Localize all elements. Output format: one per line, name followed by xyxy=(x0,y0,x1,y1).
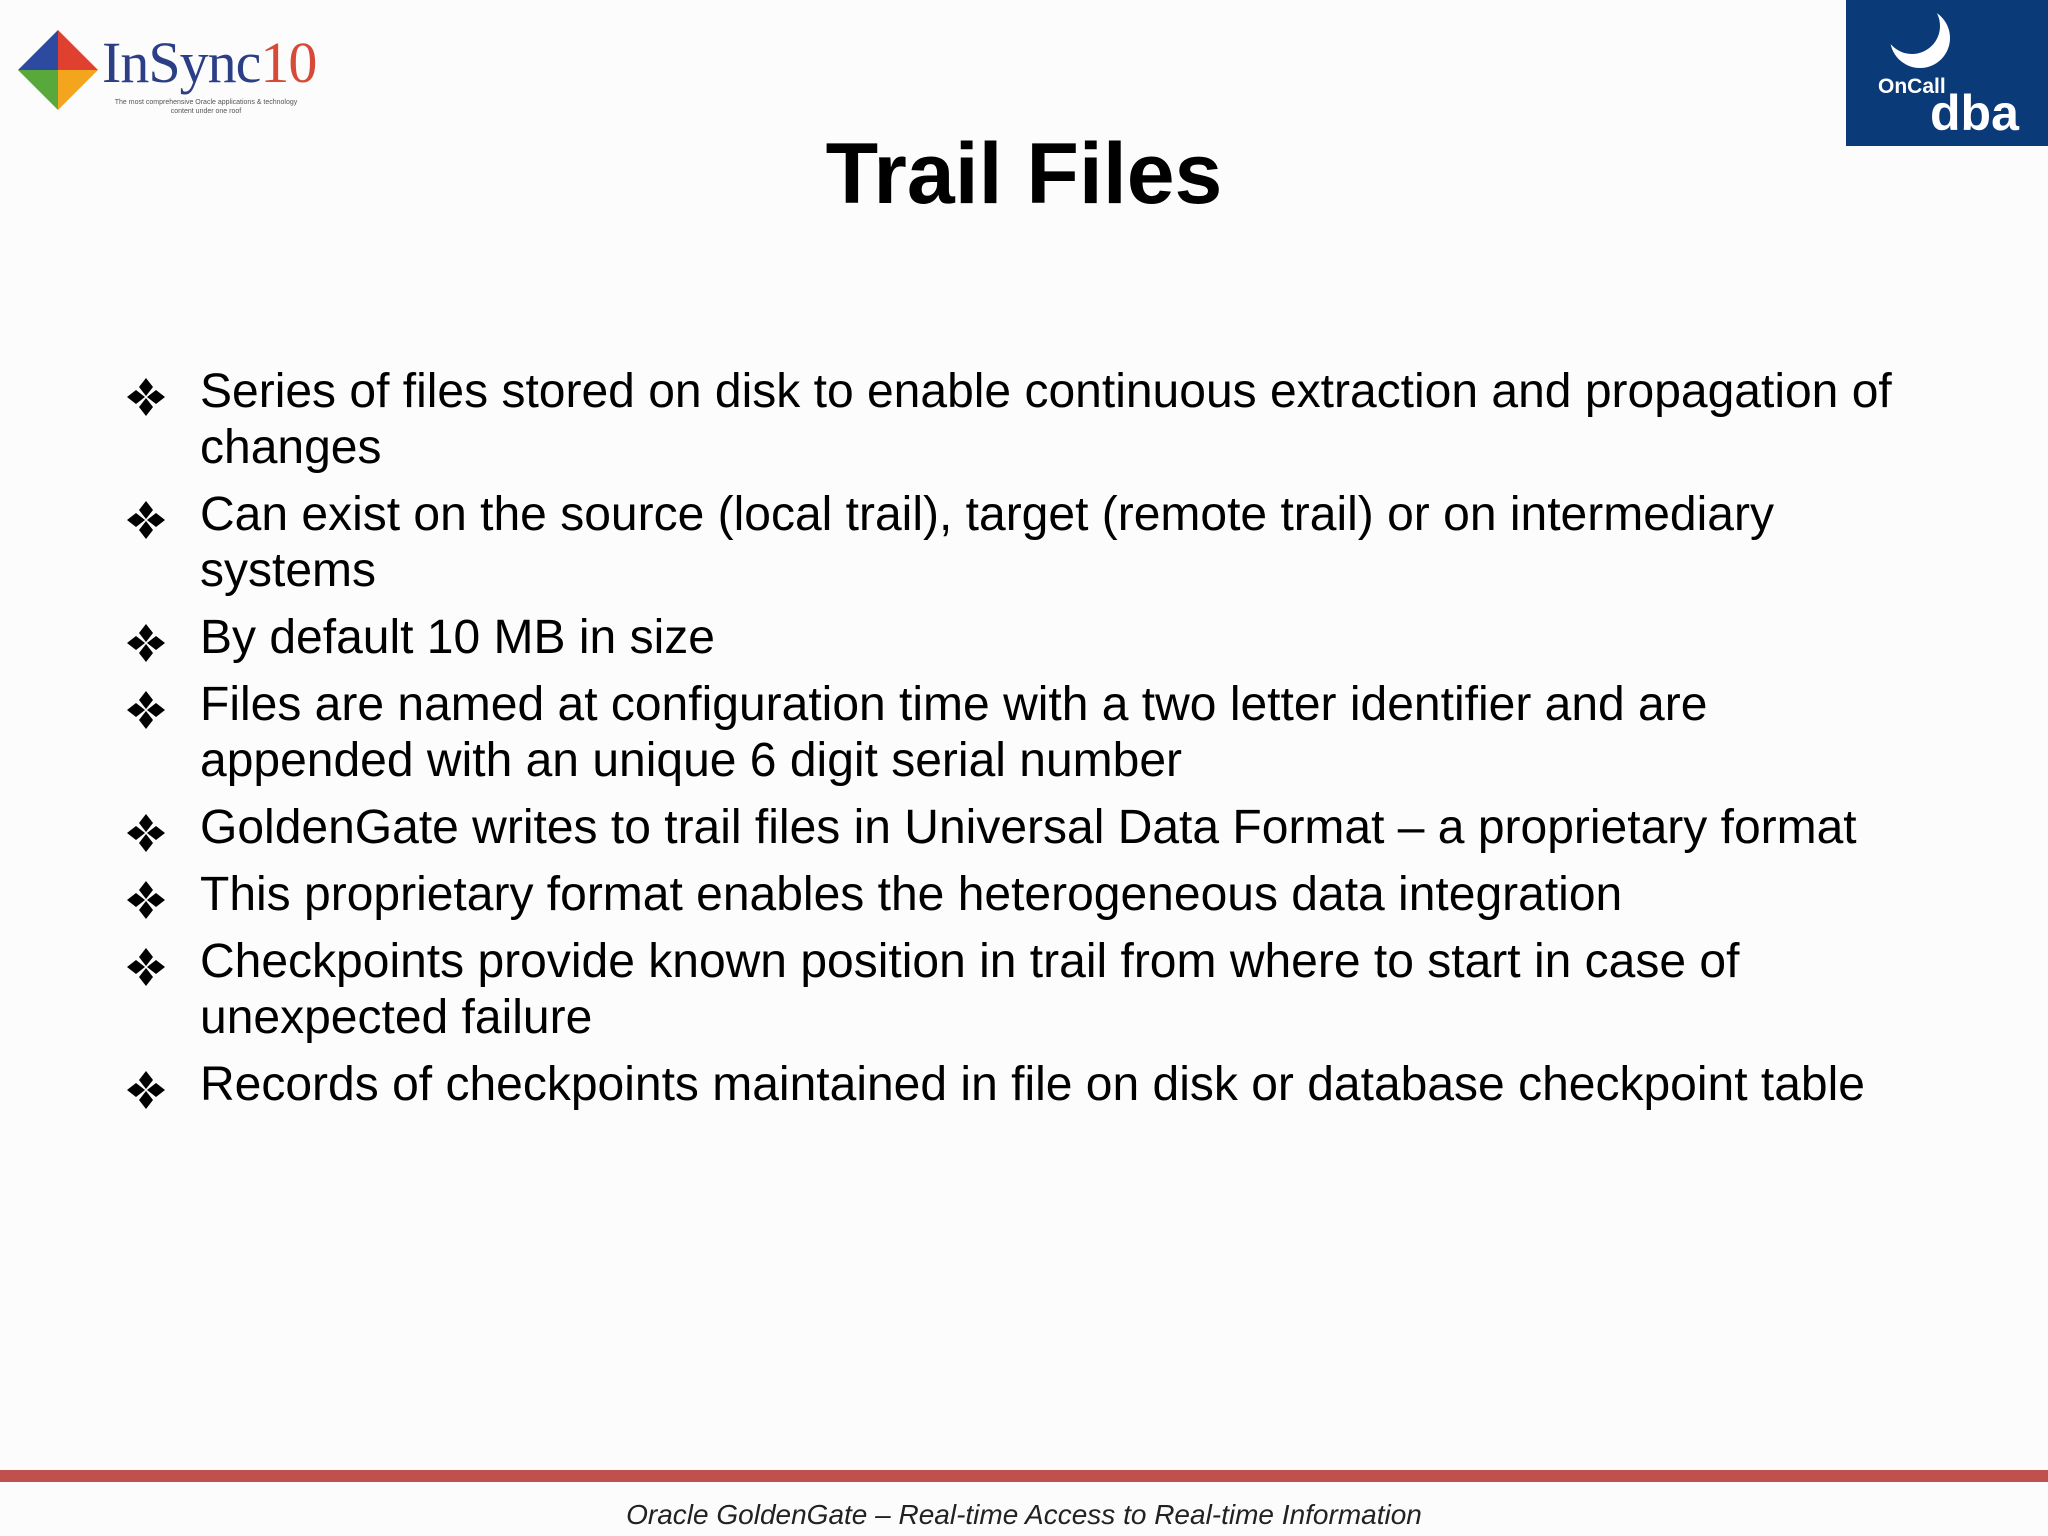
insync-brand-main: InSync xyxy=(102,30,261,95)
insync-tagline: The most comprehensive Oracle applications & technology content under one roof xyxy=(114,99,298,115)
bullet-text: By default 10 MB in size xyxy=(200,611,715,664)
four-diamond-bullet-icon xyxy=(126,377,166,417)
footer-caption: Oracle GoldenGate – Real-time Access to Real-time Information xyxy=(626,1499,1422,1530)
insync-diamond-icon xyxy=(16,28,100,112)
four-diamond-bullet-icon xyxy=(126,1070,166,1110)
insync10-logo xyxy=(16,22,316,132)
bullet-text: This proprietary format enables the heterogeneous data integration xyxy=(200,868,1623,921)
slide-title: Trail Files xyxy=(825,126,1223,222)
four-diamond-bullet-icon xyxy=(126,500,166,540)
bullet-item xyxy=(120,610,1920,666)
bullet-item xyxy=(120,487,1920,599)
bullet-item xyxy=(120,1057,1920,1113)
bullet-text: Files are named at configuration time with a two letter identifier and are appended with an unique 6 digit serial number xyxy=(200,678,1708,787)
bullet-text: Checkpoints provide known position in trail from where to start in case of unexpected failure xyxy=(200,935,1740,1044)
bullet-text: Records of checkpoints maintained in file on disk or database checkpoint table xyxy=(200,1058,1865,1111)
bullet-item xyxy=(120,867,1920,923)
insync-wordmark xyxy=(102,30,317,95)
bullet-text: Can exist on the source (local trail), target (remote trail) or on intermediary systems xyxy=(200,488,1774,597)
four-diamond-bullet-icon xyxy=(126,623,166,663)
bullet-item xyxy=(120,934,1920,1046)
four-diamond-bullet-icon xyxy=(126,813,166,853)
bullet-list xyxy=(120,364,1920,1124)
bullet-item xyxy=(120,800,1920,856)
bullet-text: Series of files stored on disk to enable continuous extraction and propagation of changes xyxy=(200,365,1892,474)
four-diamond-bullet-icon xyxy=(126,690,166,730)
four-diamond-bullet-icon xyxy=(126,880,166,920)
oncall-label: OnCall xyxy=(1878,75,1946,98)
bullet-text: GoldenGate writes to trail files in Universal Data Format – a proprietary format xyxy=(200,801,1857,854)
insync-brand-number: 10 xyxy=(260,30,317,95)
bullet-item xyxy=(120,677,1920,789)
crescent-moon-icon xyxy=(1886,4,1956,74)
footer-divider xyxy=(0,1470,2048,1482)
dba-label: dba xyxy=(1930,85,2019,141)
bullet-item xyxy=(120,364,1920,476)
four-diamond-bullet-icon xyxy=(126,947,166,987)
